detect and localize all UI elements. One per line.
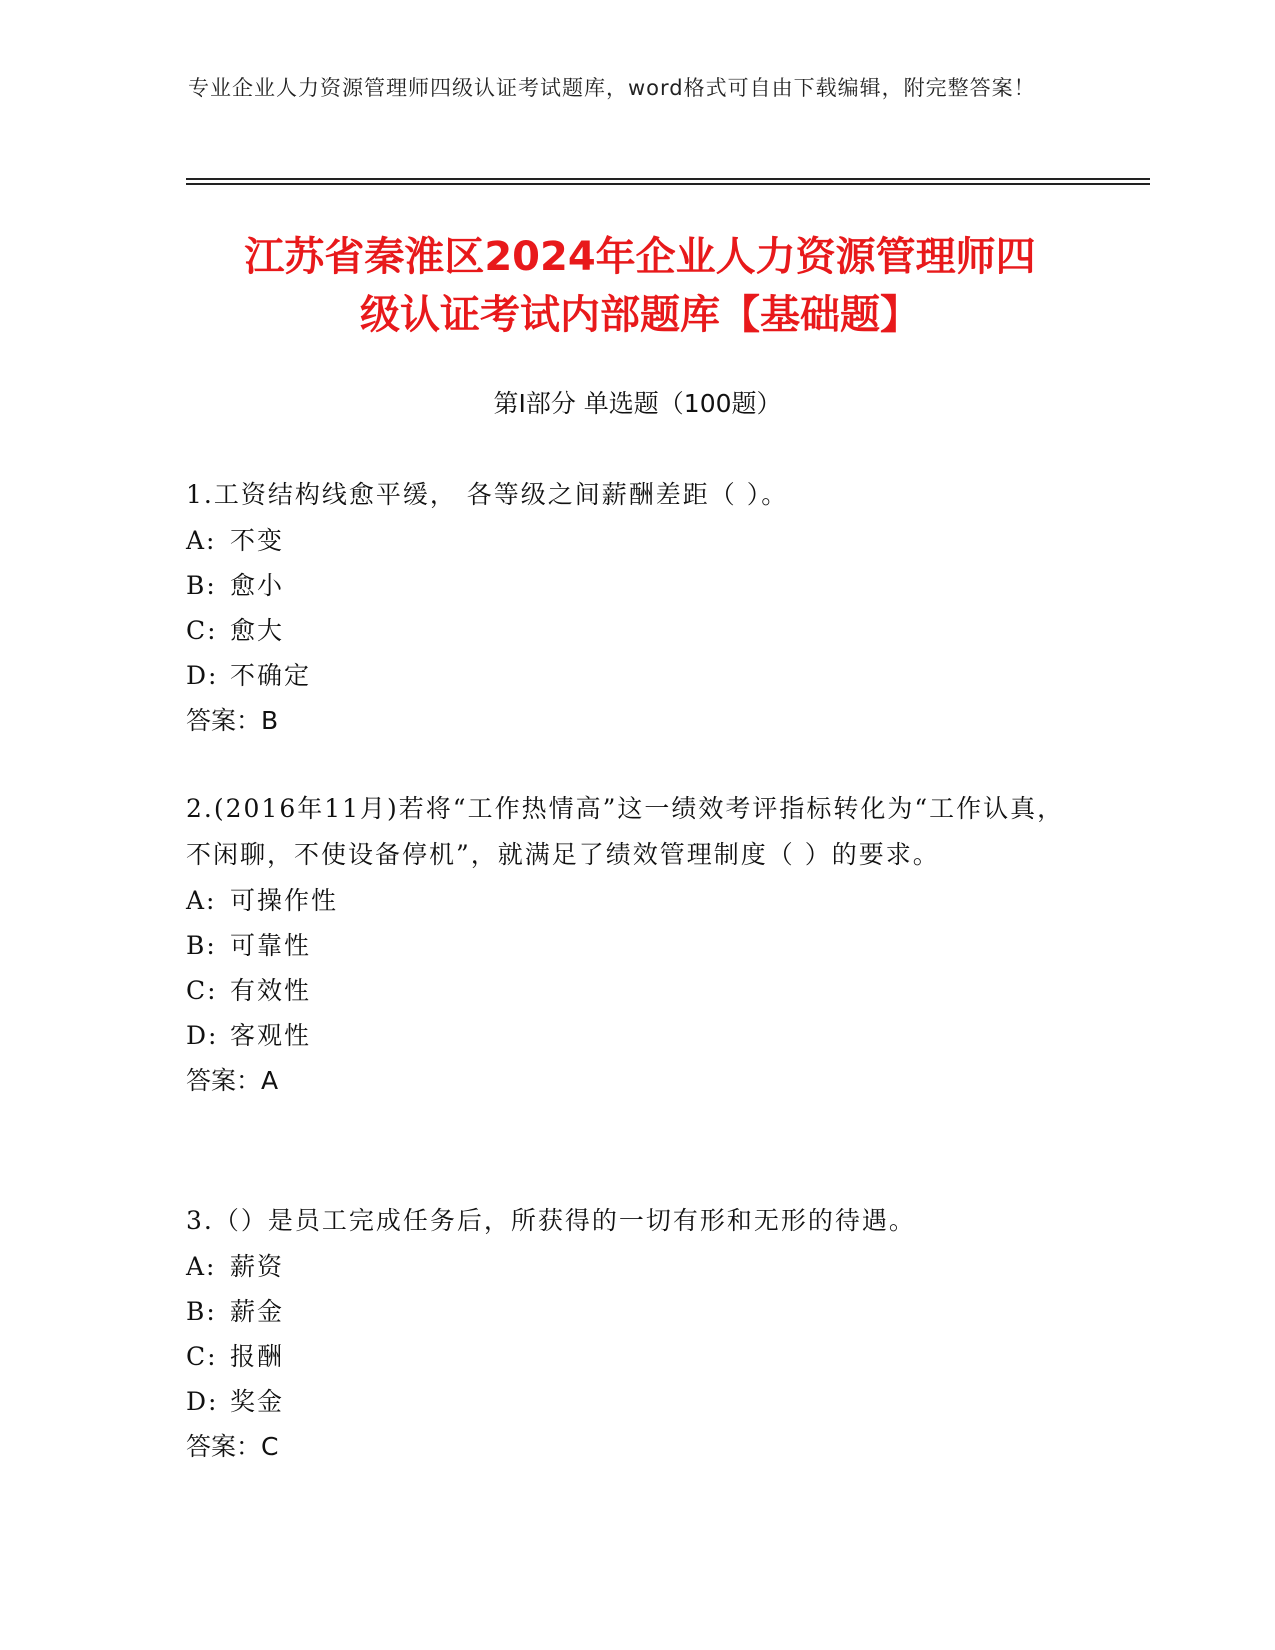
option-letter: A: [186, 886, 217, 915]
option-letter: D: [186, 661, 219, 690]
option-text: 薪资 [230, 1252, 285, 1281]
header-rule-top [186, 178, 1150, 180]
answer: 答案：A [186, 1066, 279, 1095]
option-d [186, 1379, 1086, 1424]
document-title-line-1: 江苏省秦淮区2024年企业人力资源管理师四 [244, 234, 1036, 280]
document-title-line-2: 级认证考试内部题库【基础题】 [360, 292, 920, 338]
header-note: 专业企业人力资源管理师四级认证考试题库，word格式可自由下载编辑，附完整答案！ [188, 76, 1036, 100]
answer: 答案：B [186, 706, 279, 735]
option-d [186, 653, 1086, 698]
option-letter: B: [186, 1297, 217, 1326]
option-a [186, 1244, 1086, 1289]
option-text: 不确定 [230, 661, 312, 690]
option-letter: C: [186, 616, 218, 645]
document-title [160, 228, 1120, 344]
option-c [186, 608, 1086, 653]
question-2 [186, 786, 1086, 1103]
option-letter: C: [186, 1342, 218, 1371]
option-d [186, 1013, 1086, 1058]
section-heading: 第Ⅰ部分 单选题（100题） [493, 389, 782, 418]
option-c [186, 968, 1086, 1013]
option-b [186, 923, 1086, 968]
option-text: 报酬 [230, 1342, 285, 1371]
option-c [186, 1334, 1086, 1379]
option-text: 有效性 [230, 976, 312, 1005]
question-1 [186, 472, 1086, 743]
option-text: 可操作性 [230, 886, 339, 915]
option-letter: D: [186, 1021, 219, 1050]
option-letter: A: [186, 526, 217, 555]
option-text: 愈小 [230, 571, 285, 600]
option-letter: A: [186, 1252, 217, 1281]
question-stem: 2.(2016年11月)若将“工作热情高”这一绩效考评指标转化为“工作认真，不闲聊，不使设备停机”，就满足了绩效管理制度（ ）的要求。 [186, 794, 1065, 869]
option-text: 愈大 [230, 616, 285, 645]
option-letter: C: [186, 976, 218, 1005]
question-3 [186, 1198, 1086, 1469]
option-text: 可靠性 [230, 931, 312, 960]
option-letter: B: [186, 571, 217, 600]
option-text: 薪金 [230, 1297, 285, 1326]
option-letter: B: [186, 931, 217, 960]
question-stem: 3.（）是员工完成任务后，所获得的一切有形和无形的待遇。 [186, 1206, 916, 1235]
question-stem: 1.工资结构线愈平缓， 各等级之间薪酬差距（ ）。 [186, 480, 789, 509]
option-text: 客观性 [230, 1021, 312, 1050]
option-a [186, 518, 1086, 563]
option-b [186, 1289, 1086, 1334]
answer: 答案：C [186, 1432, 279, 1461]
option-text: 奖金 [230, 1387, 285, 1416]
option-text: 不变 [230, 526, 285, 555]
option-b [186, 563, 1086, 608]
option-letter: D: [186, 1387, 219, 1416]
header-rule-bottom [186, 183, 1150, 185]
option-a [186, 878, 1086, 923]
